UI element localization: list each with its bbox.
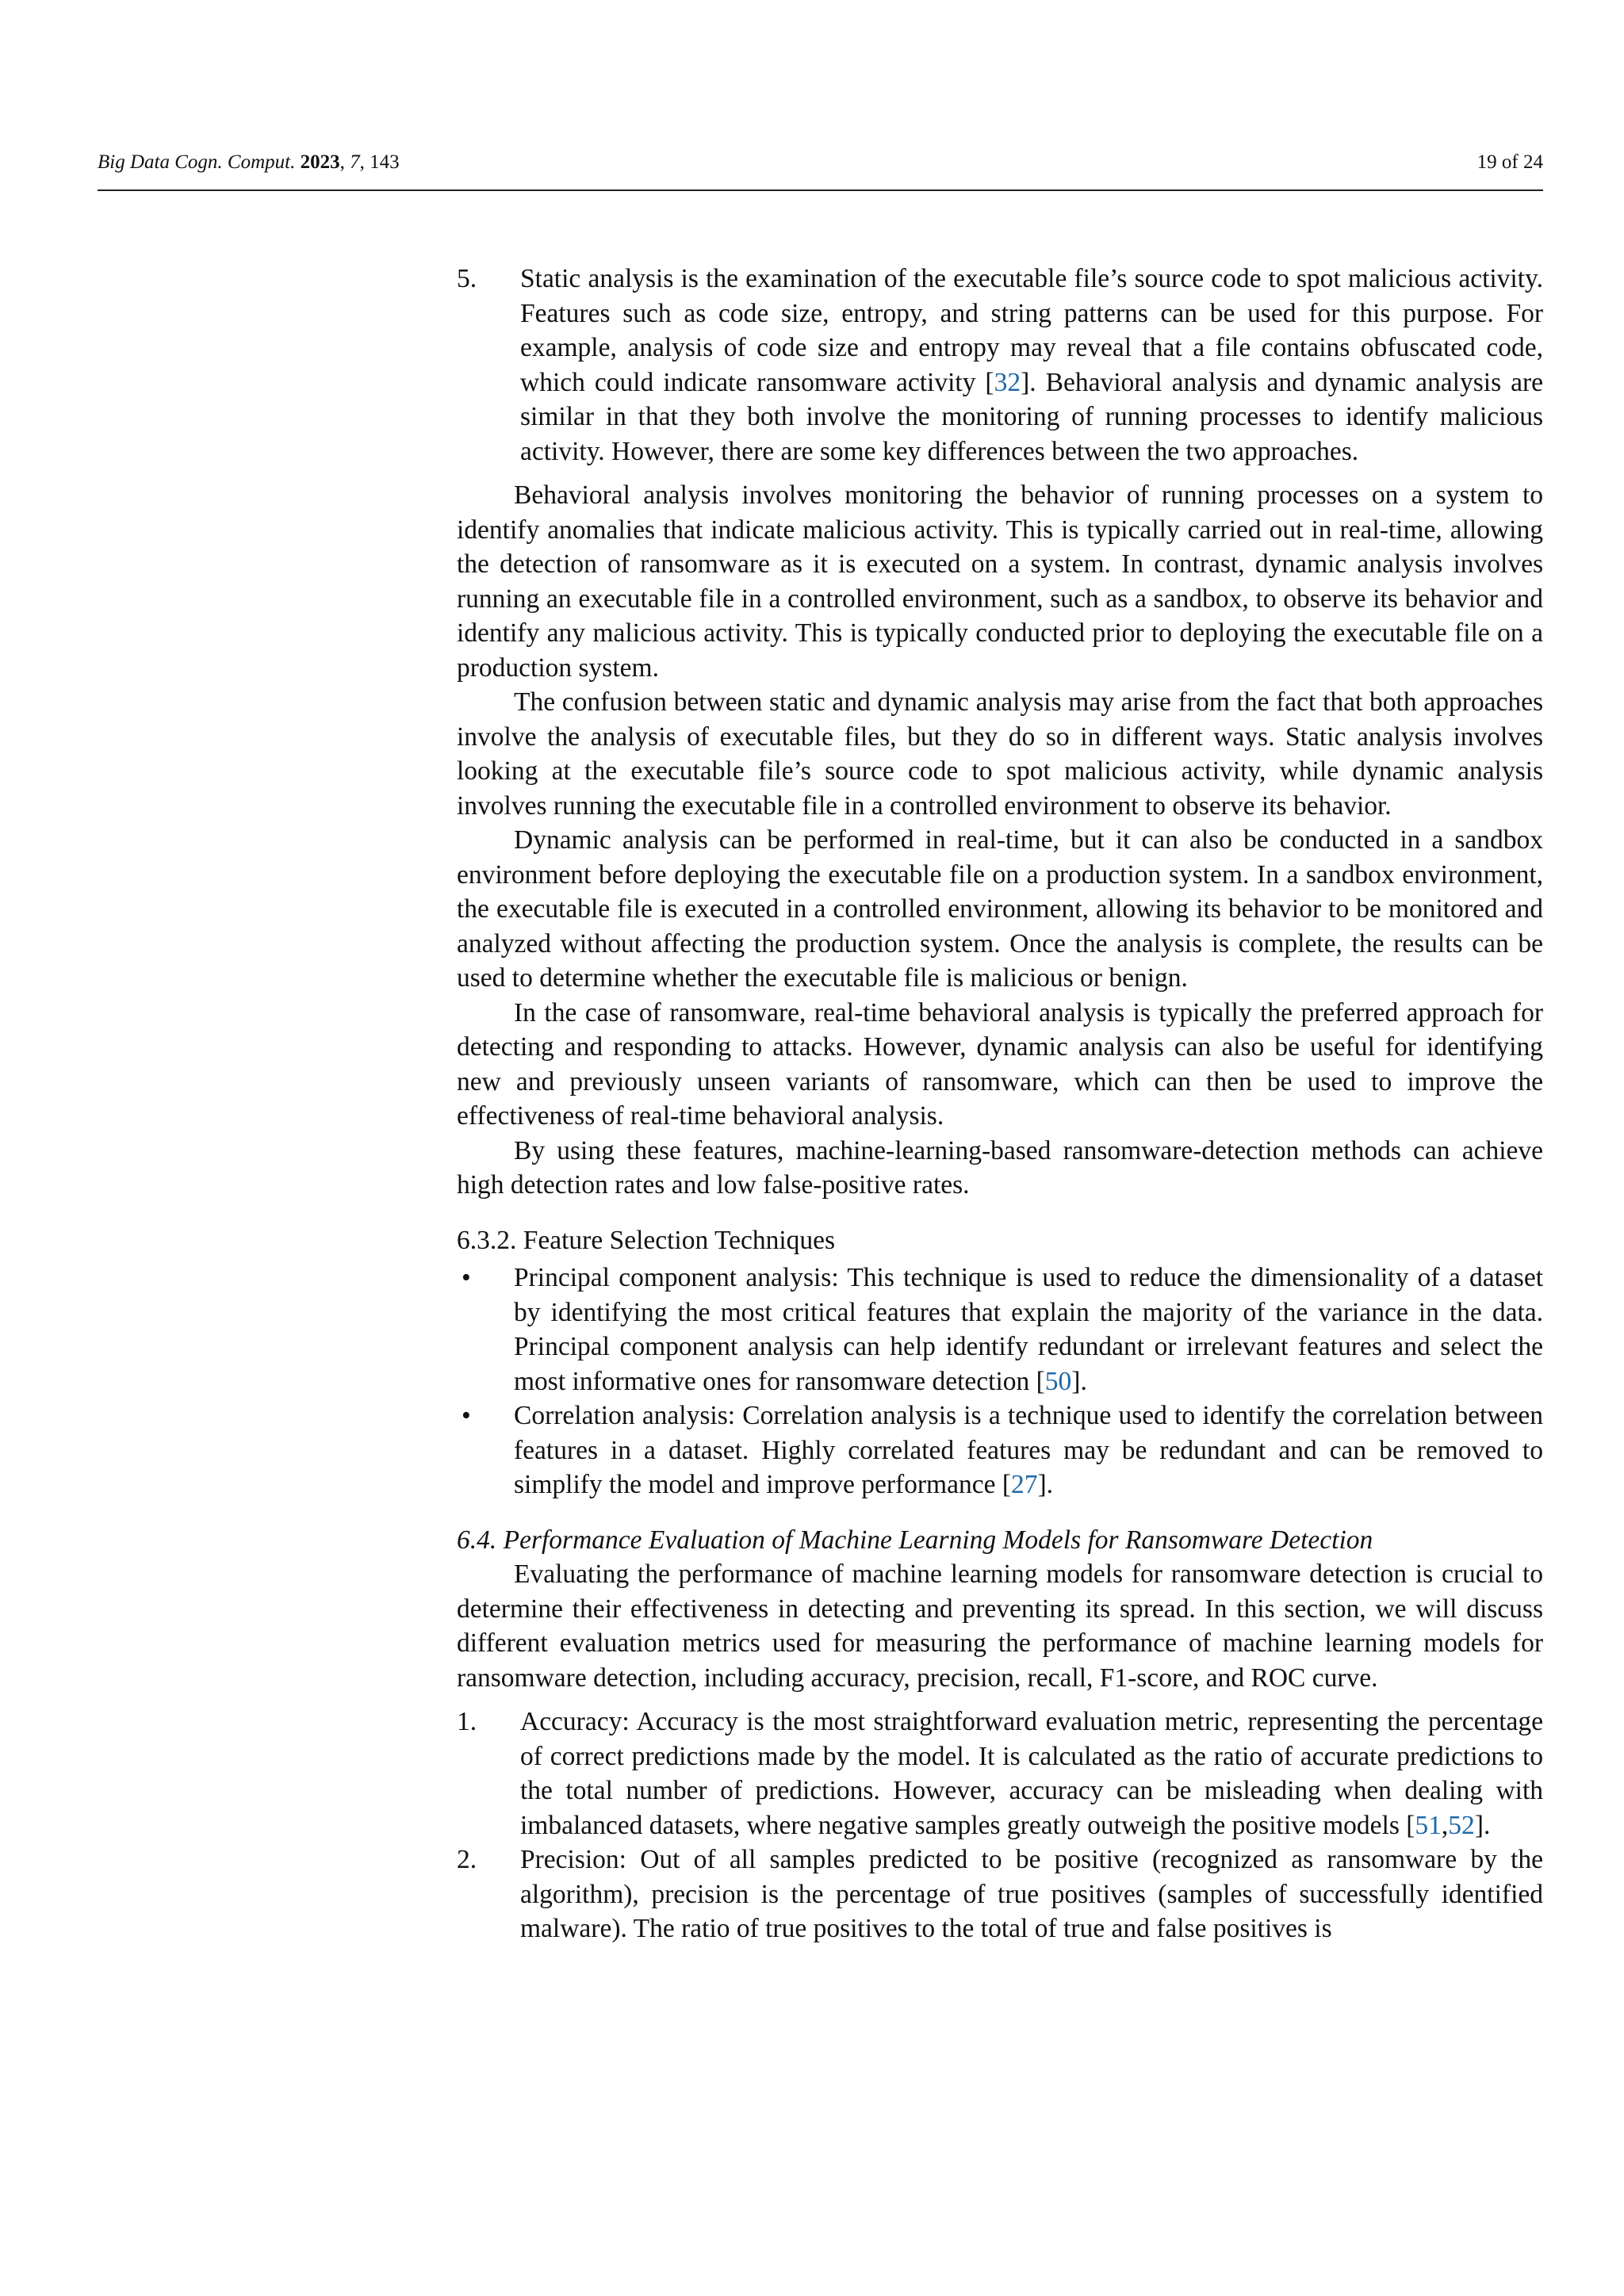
journal-name: Big Data Cogn. Comput.: [98, 151, 296, 173]
article-number: 143: [370, 151, 400, 173]
citation-link[interactable]: 27: [1011, 1470, 1038, 1499]
journal-citation: Big Data Cogn. Comput. 2023, 7, 143: [98, 151, 400, 173]
list-item-text: Static analysis is the examination of the executable file’s source code to spot malicious activity. Features such as code size, entropy, and string patterns can be used for this purpose. For example, analysis of code size and entropy may reveal that a file contains obfuscated code, which could indicate ransomware activity [: [520, 264, 1543, 397]
bullet-text-end: ].: [1037, 1470, 1054, 1499]
bullet-symbol: •: [462, 1401, 471, 1430]
bullet-item: [457, 1399, 1543, 1502]
list-item-static-analysis: [457, 262, 1543, 469]
citation-separator: ,: [1441, 1810, 1449, 1840]
list-number: 2.: [457, 1845, 477, 1874]
page-number: 19 of 24: [1477, 151, 1543, 173]
main-content: [457, 262, 1543, 1946]
journal-volume: 7: [350, 151, 360, 173]
list-item-precision: [457, 1843, 1543, 1946]
section-heading: 6.4. Performance Evaluation of Machine Learning Models for Ransomware Detection: [457, 1525, 1373, 1555]
paragraph: By using these features, machine-learning-based ransomware-detection methods can achieve high detection rates and low false-positive rates.: [457, 1135, 1543, 1200]
subsection-heading: 6.3.2. Feature Selection Techniques: [457, 1225, 836, 1255]
list-item-text-end: ].: [1474, 1810, 1491, 1840]
paragraph: Dynamic analysis can be performed in real-time, but it can also be conducted in a sandbox environment before deploying the executable file on a production system. In a sandbox environment, the executable file is executed in a controlled environment, allowing its behavior to be monitored and analyzed without affecting the production system. Once the analysis is complete, the results can be used to determine whether the executable file is malicious or benign.: [457, 825, 1543, 993]
list-number: 5.: [457, 264, 477, 293]
list-item-text: Precision: Out of all samples predicted to be positive (recognized as ransomware by the algorithm), precision is the percentage of true positives (samples of successfully identified malware). The ratio of true positives to the total of true and false positives is: [520, 1845, 1543, 1943]
paragraph: In the case of ransomware, real-time behavioral analysis is typically the preferred approach for detecting and responding to attacks. However, dynamic analysis can also be useful for identifying new and previously unseen variants of ransomware, which can then be used to improve the effectiveness of real-time behavioral analysis.: [457, 997, 1543, 1131]
paragraph: Behavioral analysis involves monitoring the behavior of running processes on a system to identify anomalies that indicate malicious activity. This is typically carried out in real-time, allowing the detection of ransomware as it is executed on a system. In contrast, dynamic analysis involves running an executable file in a controlled environment, such as a sandbox, to observe its behavior and identify any malicious activity. This is typically conducted prior to deploying the executable file on a production system.: [457, 480, 1543, 683]
list-item-text: Accuracy: Accuracy is the most straightforward evaluation metric, representing the percentage of correct predictions made by the model. It is calculated as the ratio of accurate predictions to the total number of predictions. However, accuracy can be misleading when dealing with imbalanced datasets, where negative samples greatly outweigh the positive models [: [520, 1707, 1543, 1840]
bullet-item: [457, 1261, 1543, 1399]
bullet-text: Correlation analysis: Correlation analysis is a technique used to identify the correlation between features in a dataset. Highly correlated features may be redundant and can be removed to simplify the model and improve performance [: [514, 1401, 1543, 1499]
citation-link[interactable]: 52: [1448, 1810, 1475, 1840]
spacer: [457, 1695, 1543, 1705]
paragraph: The confusion between static and dynamic analysis may arise from the fact that both approaches involve the analysis of executable files, but they do so in different ways. Static analysis involves looking at the executable file’s source code to spot malicious activity, while dynamic analysis involves running the executable file in a controlled environment to observe its behavior.: [457, 687, 1543, 821]
list-item-text: ]. Behavioral analysis and dynamic analysis are similar in that they both involve the monitoring of running processes to identify malicious activity. However, there are some key differences between the two approaches.: [520, 367, 1543, 466]
citation-link[interactable]: 51: [1415, 1810, 1442, 1840]
header-rule: [98, 189, 1543, 191]
citation-link[interactable]: 50: [1044, 1366, 1072, 1396]
list-item-accuracy: [457, 1705, 1543, 1843]
bullet-text-end: ].: [1071, 1366, 1087, 1396]
journal-year: 2023: [300, 151, 340, 173]
bullet-text: Principal component analysis: This technique is used to reduce the dimensionality of a dataset by identifying the most critical features that explain the majority of the variance in the data. Principal component analysis can help identify redundant or irrelevant features and select the most informative ones for ransomware detection [: [514, 1263, 1543, 1396]
bullet-symbol: •: [462, 1263, 471, 1292]
citation-link[interactable]: 32: [994, 367, 1021, 397]
list-number: 1.: [457, 1707, 477, 1736]
page-header: [98, 149, 1543, 176]
section-intro: Evaluating the performance of machine learning models for ransomware detection is crucial to determine their effectiveness in detecting and preventing its spread. In this section, we will discuss different evaluation metrics used for measuring the performance of machine learning models for ransomware detection, including accuracy, precision, recall, F1-score, and ROC curve.: [457, 1559, 1543, 1693]
spacer: [457, 469, 1543, 478]
